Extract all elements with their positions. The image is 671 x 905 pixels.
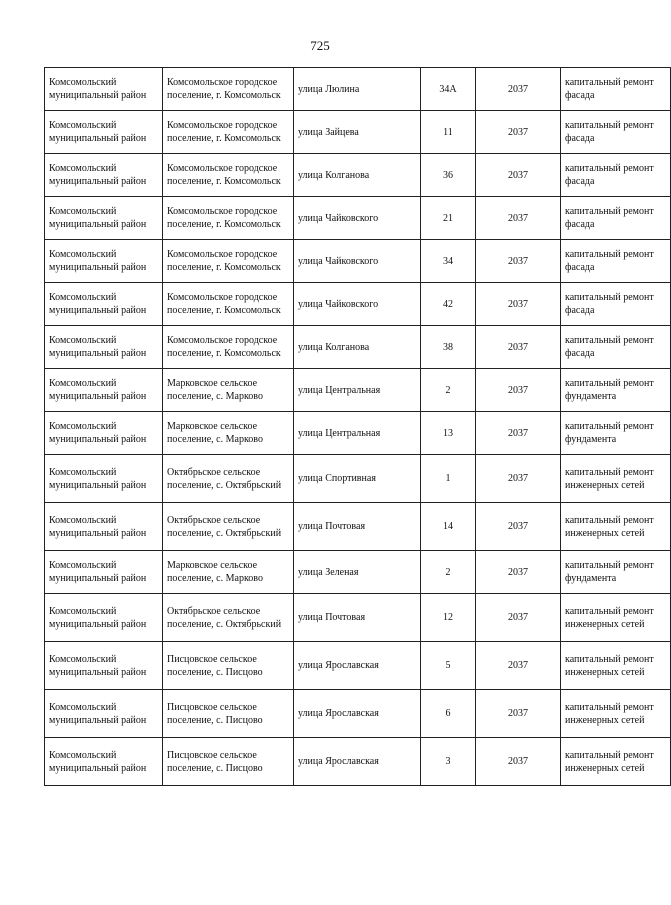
table-row	[45, 551, 671, 594]
street-cell: улица Почтовая	[294, 503, 421, 551]
house-number-cell: 36	[421, 154, 476, 197]
street-cell: улица Колганова	[294, 326, 421, 369]
house-number-cell: 42	[421, 283, 476, 326]
district-cell: Комсомольский муниципальный район	[45, 197, 163, 240]
district-cell: Комсомольский муниципальный район	[45, 369, 163, 412]
settlement-cell: Писцовское сельское поселение, с. Писцово	[163, 642, 294, 690]
table-row	[45, 240, 671, 283]
district-cell: Комсомольский муниципальный район	[45, 551, 163, 594]
year-cell: 2037	[476, 551, 561, 594]
street-cell: улица Чайковского	[294, 240, 421, 283]
table-row	[45, 455, 671, 503]
district-cell: Комсомольский муниципальный район	[45, 111, 163, 154]
district-cell: Комсомольский муниципальный район	[45, 455, 163, 503]
street-cell: улица Ярославская	[294, 642, 421, 690]
year-cell: 2037	[476, 642, 561, 690]
settlement-cell: Октябрьское сельское поселение, с. Октябрьский	[163, 455, 294, 503]
table-row	[45, 690, 671, 738]
settlement-cell: Марковское сельское поселение, с. Марково	[163, 412, 294, 455]
work-type-cell: капитальный ремонт инженерных сетей	[561, 738, 671, 786]
table-row	[45, 503, 671, 551]
settlement-cell: Октябрьское сельское поселение, с. Октябрьский	[163, 594, 294, 642]
work-type-cell: капитальный ремонт инженерных сетей	[561, 594, 671, 642]
house-number-cell: 1	[421, 455, 476, 503]
district-cell: Комсомольский муниципальный район	[45, 642, 163, 690]
settlement-cell: Октябрьское сельское поселение, с. Октябрьский	[163, 503, 294, 551]
year-cell: 2037	[476, 240, 561, 283]
table-row	[45, 283, 671, 326]
street-cell: улица Ярославская	[294, 690, 421, 738]
work-type-cell: капитальный ремонт фасада	[561, 154, 671, 197]
district-cell: Комсомольский муниципальный район	[45, 283, 163, 326]
work-type-cell: капитальный ремонт фасада	[561, 68, 671, 111]
house-number-cell: 6	[421, 690, 476, 738]
table-row	[45, 111, 671, 154]
work-type-cell: капитальный ремонт фундамента	[561, 369, 671, 412]
year-cell: 2037	[476, 455, 561, 503]
work-type-cell: капитальный ремонт фасада	[561, 197, 671, 240]
house-number-cell: 3	[421, 738, 476, 786]
settlement-cell: Комсомольское городское поселение, г. Комсомольск	[163, 68, 294, 111]
district-cell: Комсомольский муниципальный район	[45, 690, 163, 738]
table-row	[45, 154, 671, 197]
district-cell: Комсомольский муниципальный район	[45, 412, 163, 455]
house-number-cell: 34А	[421, 68, 476, 111]
work-type-cell: капитальный ремонт фасада	[561, 283, 671, 326]
table-row	[45, 738, 671, 786]
year-cell: 2037	[476, 690, 561, 738]
repair-schedule-table	[44, 67, 671, 786]
street-cell: улица Люлина	[294, 68, 421, 111]
settlement-cell: Комсомольское городское поселение, г. Комсомольск	[163, 283, 294, 326]
table-row	[45, 326, 671, 369]
house-number-cell: 2	[421, 369, 476, 412]
year-cell: 2037	[476, 412, 561, 455]
year-cell: 2037	[476, 503, 561, 551]
street-cell: улица Центральная	[294, 369, 421, 412]
street-cell: улица Ярославская	[294, 738, 421, 786]
house-number-cell: 5	[421, 642, 476, 690]
settlement-cell: Комсомольское городское поселение, г. Комсомольск	[163, 111, 294, 154]
street-cell: улица Спортивная	[294, 455, 421, 503]
district-cell: Комсомольский муниципальный район	[45, 240, 163, 283]
year-cell: 2037	[476, 326, 561, 369]
page-number: 725	[310, 38, 330, 53]
house-number-cell: 2	[421, 551, 476, 594]
house-number-cell: 21	[421, 197, 476, 240]
table-row	[45, 197, 671, 240]
district-cell: Комсомольский муниципальный район	[45, 68, 163, 111]
street-cell: улица Чайковского	[294, 283, 421, 326]
year-cell: 2037	[476, 594, 561, 642]
year-cell: 2037	[476, 369, 561, 412]
work-type-cell: капитальный ремонт инженерных сетей	[561, 690, 671, 738]
street-cell: улица Колганова	[294, 154, 421, 197]
house-number-cell: 38	[421, 326, 476, 369]
street-cell: улица Зайцева	[294, 111, 421, 154]
house-number-cell: 11	[421, 111, 476, 154]
street-cell: улица Зеленая	[294, 551, 421, 594]
settlement-cell: Комсомольское городское поселение, г. Комсомольск	[163, 197, 294, 240]
settlement-cell: Писцовское сельское поселение, с. Писцово	[163, 738, 294, 786]
table-row	[45, 642, 671, 690]
year-cell: 2037	[476, 111, 561, 154]
work-type-cell: капитальный ремонт инженерных сетей	[561, 642, 671, 690]
house-number-cell: 34	[421, 240, 476, 283]
work-type-cell: капитальный ремонт фасада	[561, 326, 671, 369]
district-cell: Комсомольский муниципальный район	[45, 326, 163, 369]
house-number-cell: 12	[421, 594, 476, 642]
house-number-cell: 13	[421, 412, 476, 455]
work-type-cell: капитальный ремонт фасада	[561, 111, 671, 154]
table-body	[45, 68, 671, 786]
work-type-cell: капитальный ремонт фундамента	[561, 551, 671, 594]
settlement-cell: Писцовское сельское поселение, с. Писцово	[163, 690, 294, 738]
street-cell: улица Чайковского	[294, 197, 421, 240]
settlement-cell: Комсомольское городское поселение, г. Комсомольск	[163, 240, 294, 283]
street-cell: улица Центральная	[294, 412, 421, 455]
district-cell: Комсомольский муниципальный район	[45, 503, 163, 551]
settlement-cell: Марковское сельское поселение, с. Марково	[163, 551, 294, 594]
work-type-cell: капитальный ремонт инженерных сетей	[561, 503, 671, 551]
settlement-cell: Комсомольское городское поселение, г. Комсомольск	[163, 154, 294, 197]
district-cell: Комсомольский муниципальный район	[45, 594, 163, 642]
work-type-cell: капитальный ремонт инженерных сетей	[561, 455, 671, 503]
year-cell: 2037	[476, 738, 561, 786]
work-type-cell: капитальный ремонт фундамента	[561, 412, 671, 455]
year-cell: 2037	[476, 154, 561, 197]
table-row	[45, 369, 671, 412]
work-type-cell: капитальный ремонт фасада	[561, 240, 671, 283]
year-cell: 2037	[476, 283, 561, 326]
table-row	[45, 68, 671, 111]
table-row	[45, 412, 671, 455]
settlement-cell: Марковское сельское поселение, с. Марково	[163, 369, 294, 412]
year-cell: 2037	[476, 197, 561, 240]
table-row	[45, 594, 671, 642]
street-cell: улица Почтовая	[294, 594, 421, 642]
year-cell: 2037	[476, 68, 561, 111]
district-cell: Комсомольский муниципальный район	[45, 154, 163, 197]
settlement-cell: Комсомольское городское поселение, г. Комсомольск	[163, 326, 294, 369]
district-cell: Комсомольский муниципальный район	[45, 738, 163, 786]
house-number-cell: 14	[421, 503, 476, 551]
